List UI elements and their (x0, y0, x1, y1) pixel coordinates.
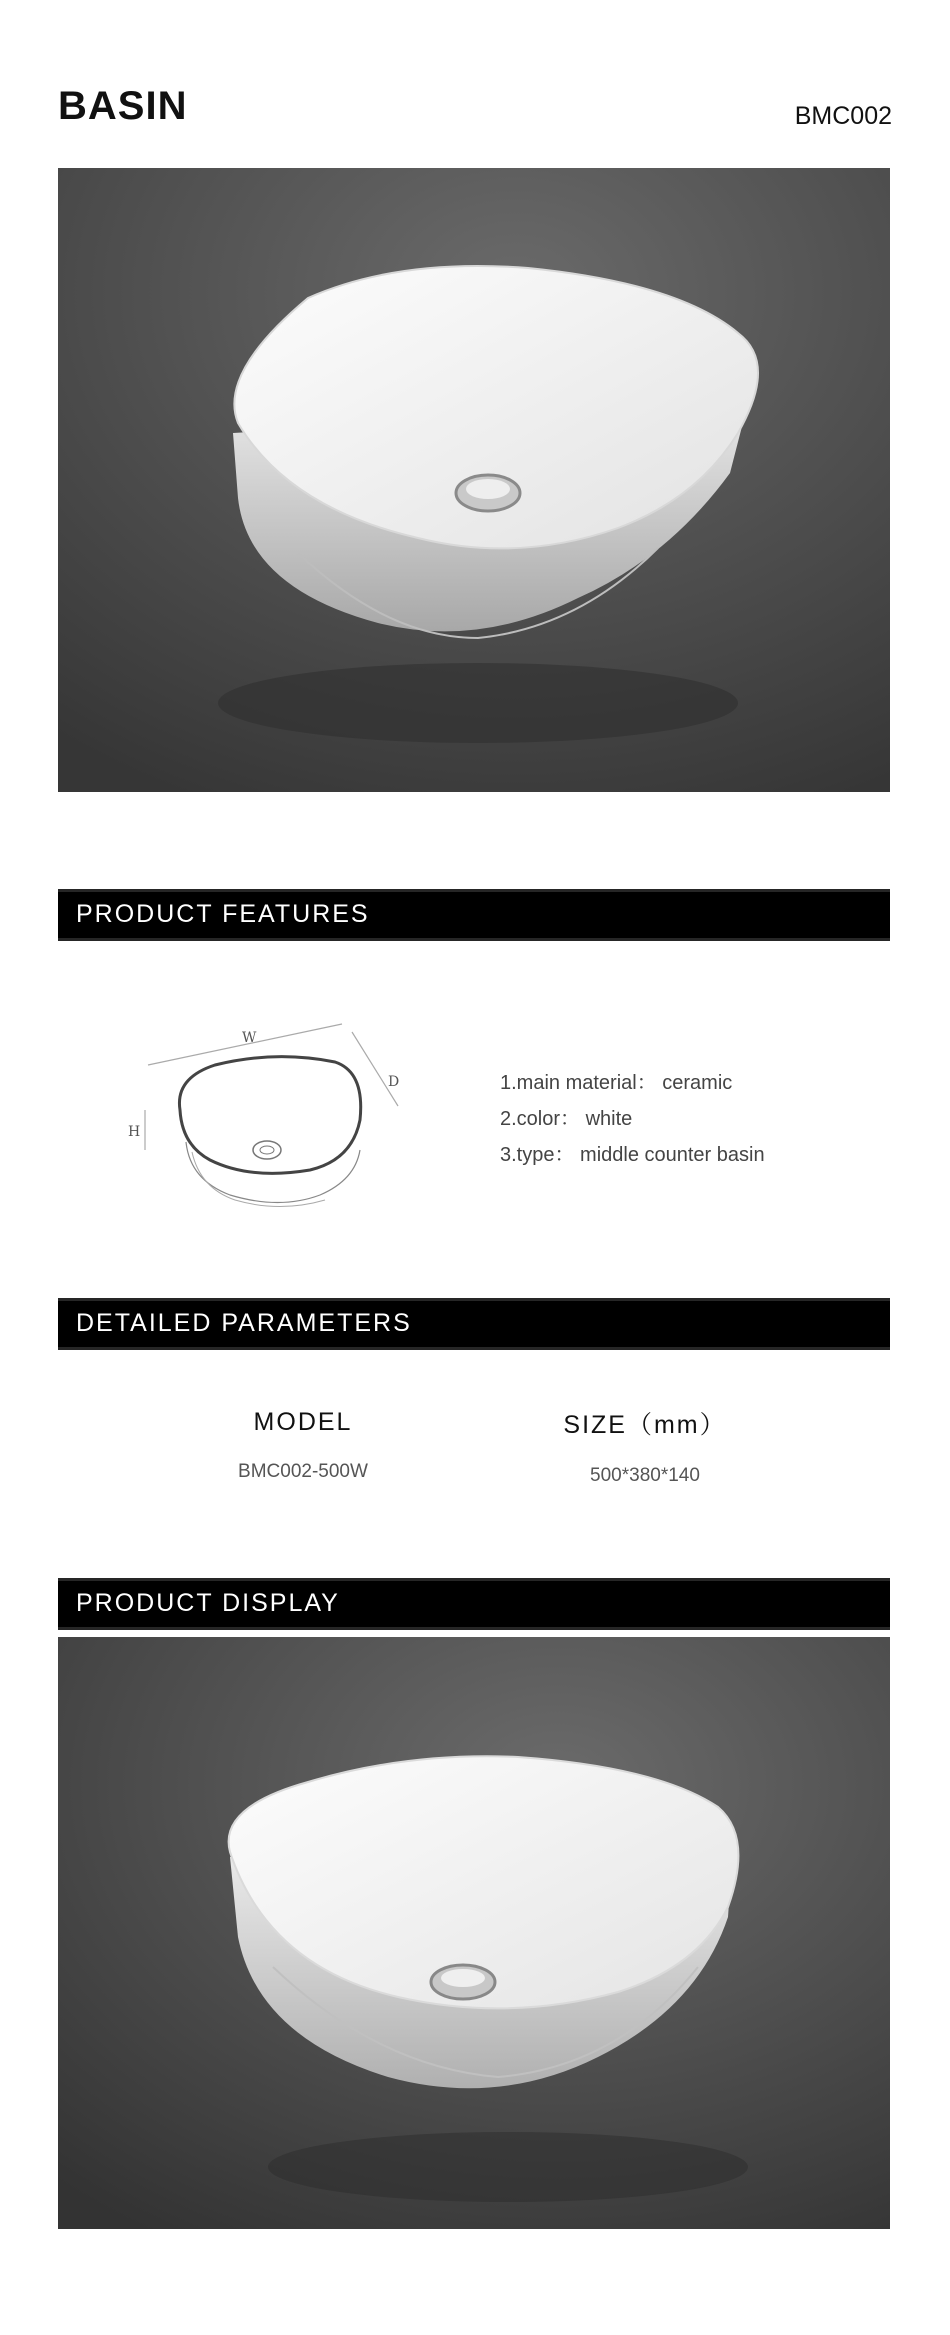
model-label: MODEL (253, 1408, 353, 1436)
feature-item-material: 1.main material： ceramic (500, 1072, 733, 1094)
size-value: 500*380*140 (590, 1465, 700, 1486)
feature-item-type: 3.type： middle counter basin (500, 1144, 765, 1166)
product-photo-main (58, 168, 890, 792)
section-title-features: PRODUCT FEATURES (76, 900, 370, 928)
section-band-display (58, 1578, 890, 1630)
dimension-diagram (120, 1010, 440, 1240)
product-photo-display (58, 1637, 890, 2229)
param-size (545, 1405, 745, 1487)
section-title-display: PRODUCT DISPLAY (76, 1589, 340, 1617)
section-band-parameters (58, 1298, 890, 1350)
page-title: BASIN (58, 84, 188, 128)
section-title-parameters: DETAILED PARAMETERS (76, 1309, 412, 1337)
label-depth: D (388, 1074, 400, 1090)
product-code: BMC002 (794, 102, 892, 130)
feature-list (500, 1065, 765, 1173)
label-width: W (242, 1030, 257, 1046)
size-label: SIZE（mm） (563, 1411, 727, 1439)
section-band-features (58, 889, 890, 941)
feature-item-color: 2.color： white (500, 1108, 633, 1130)
model-value: BMC002-500W (238, 1461, 368, 1482)
param-model (203, 1408, 403, 1483)
label-height: H (128, 1124, 141, 1140)
